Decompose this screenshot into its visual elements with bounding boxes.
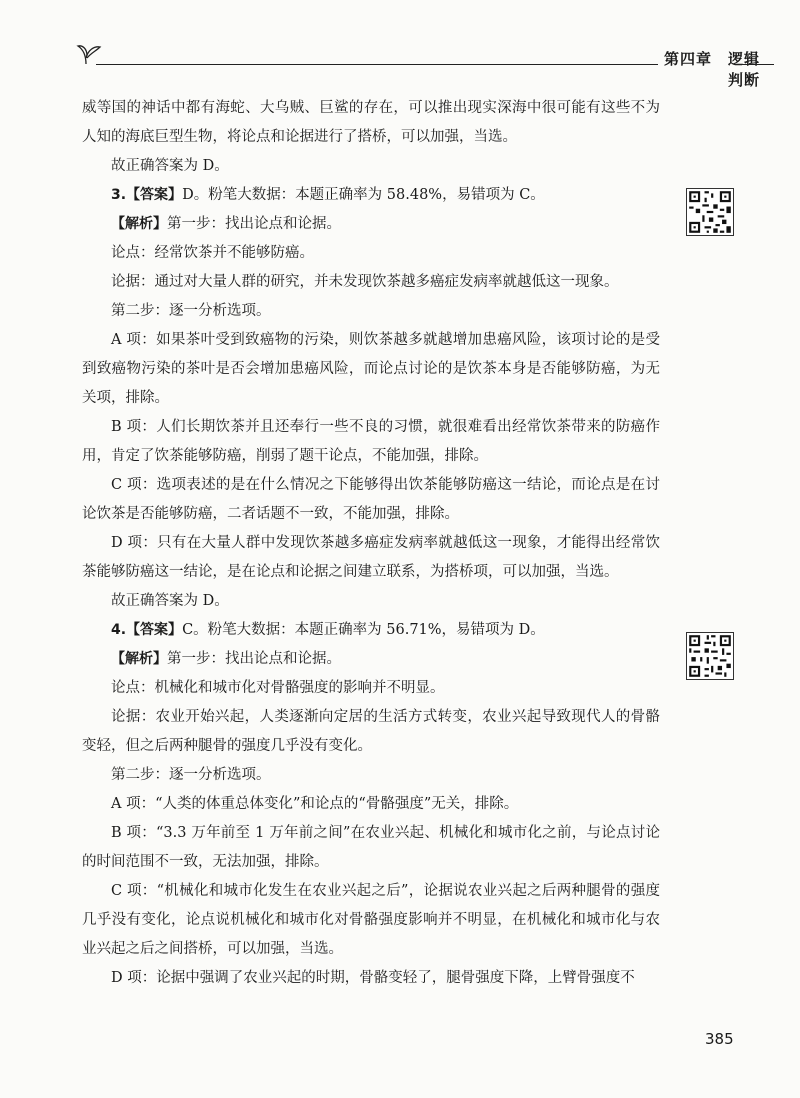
paragraph: 论点：机械化和城市化对骨骼强度的影响并不明显。 <box>111 680 445 696</box>
answer-line: 4.【答案】C。粉笔大数据：本题正确率为 56.71%，易错项为 D。 <box>111 622 545 638</box>
paragraph: 第二步：逐一分析选项。 <box>111 767 271 783</box>
paragraph: B 项：人们长期饮茶并且还奉行一些不良的习惯，就很难看出经常饮茶带来的防癌作用，肯定了饮茶能够防癌，削弱了题干论点，不能加强，排除。 <box>82 419 660 464</box>
paragraph: D 项：论据中强调了农业兴起的时期，骨骼变轻了，腿骨强度下降，上臂骨强度不 <box>111 970 635 986</box>
page-content <box>82 94 660 993</box>
header-rule-right <box>734 64 774 65</box>
paragraph: 故正确答案为 D。 <box>111 158 229 174</box>
page-number: 385 <box>705 1030 734 1048</box>
paragraph: C 项：“机械化和城市化发生在农业兴起之后”，论据说农业兴起之后两种腿骨的强度几乎没有变化，论点说机械化和城市化对骨骼强度影响并不明显，在机械化和城市化与农业兴起之后之间搭桥，可以加强，当选。 <box>82 883 660 957</box>
paragraph: 故正确答案为 D。 <box>111 593 229 609</box>
page-header <box>74 38 774 89</box>
qr-code-icon[interactable] <box>686 188 734 236</box>
paragraph: 威等国的神话中都有海蛇、大乌贼、巨鲨的存在，可以推出现实深海中很可能有这些不为人知的海底巨型生物，将论点和论据进行了搭桥，可以加强，当选。 <box>82 100 660 145</box>
paragraph: D 项：只有在大量人群中发现饮茶越多癌症发病率就越低这一现象，才能得出经常饮茶能够防癌这一结论，是在论点和论据之间建立联系，为搭桥项，可以加强，当选。 <box>82 535 660 580</box>
qr-code-icon[interactable] <box>686 632 734 680</box>
qr-code-graphic <box>687 633 733 679</box>
paragraph: 第二步：逐一分析选项。 <box>111 303 271 319</box>
header-rule-left <box>96 64 658 65</box>
qr-code-graphic <box>687 189 733 235</box>
paragraph: 论据：通过对大量人群的研究，并未发现饮茶越多癌症发病率就越低这一现象。 <box>111 274 619 290</box>
paragraph: C 项：选项表述的是在什么情况之下能够得出饮茶能够防癌这一结论，而论点是在讨论饮茶是否能够防癌，二者话题不一致，不能加强，排除。 <box>82 477 660 522</box>
chapter-title: 逻辑判断 <box>728 50 761 89</box>
paragraph: A 项：“人类的体重总体变化”和论点的“骨骼强度”无关，排除。 <box>111 796 519 812</box>
analysis-tag: 【解析】 <box>111 651 167 667</box>
paragraph: 论点：经常饮茶并不能够防癌。 <box>111 245 314 261</box>
answer-line: 3.【答案】D。粉笔大数据：本题正确率为 58.48%，易错项为 C。 <box>111 187 545 203</box>
paragraph: A 项：如果茶叶受到致癌物的污染，则饮茶越多就越增加患癌风险，该项讨论的是受到致癌物污染的茶叶是否会增加患癌风险，而论点讨论的是饮茶本身是否能够防癌，为无关项，排除。 <box>82 332 660 406</box>
answer-tag: 3.【答案】 <box>111 187 183 203</box>
analysis-line: 【解析】第一步：找出论点和论据。 <box>111 216 341 232</box>
answer-tag: 4.【答案】 <box>111 622 183 638</box>
paragraph: 论据：农业开始兴起，人类逐渐向定居的生活方式转变，农业兴起导致现代人的骨骼变轻，但之后两种腿骨的强度几乎没有变化。 <box>82 709 660 754</box>
analysis-tag: 【解析】 <box>111 216 167 232</box>
analysis-line: 【解析】第一步：找出论点和论据。 <box>111 651 341 667</box>
chapter-label: 第四章 <box>664 50 713 68</box>
paragraph: B 项：“3.3 万年前至 1 万年前之间”在农业兴起、机械化和城市化之前，与论点讨论的时间范围不一致，无法加强，排除。 <box>82 825 660 870</box>
